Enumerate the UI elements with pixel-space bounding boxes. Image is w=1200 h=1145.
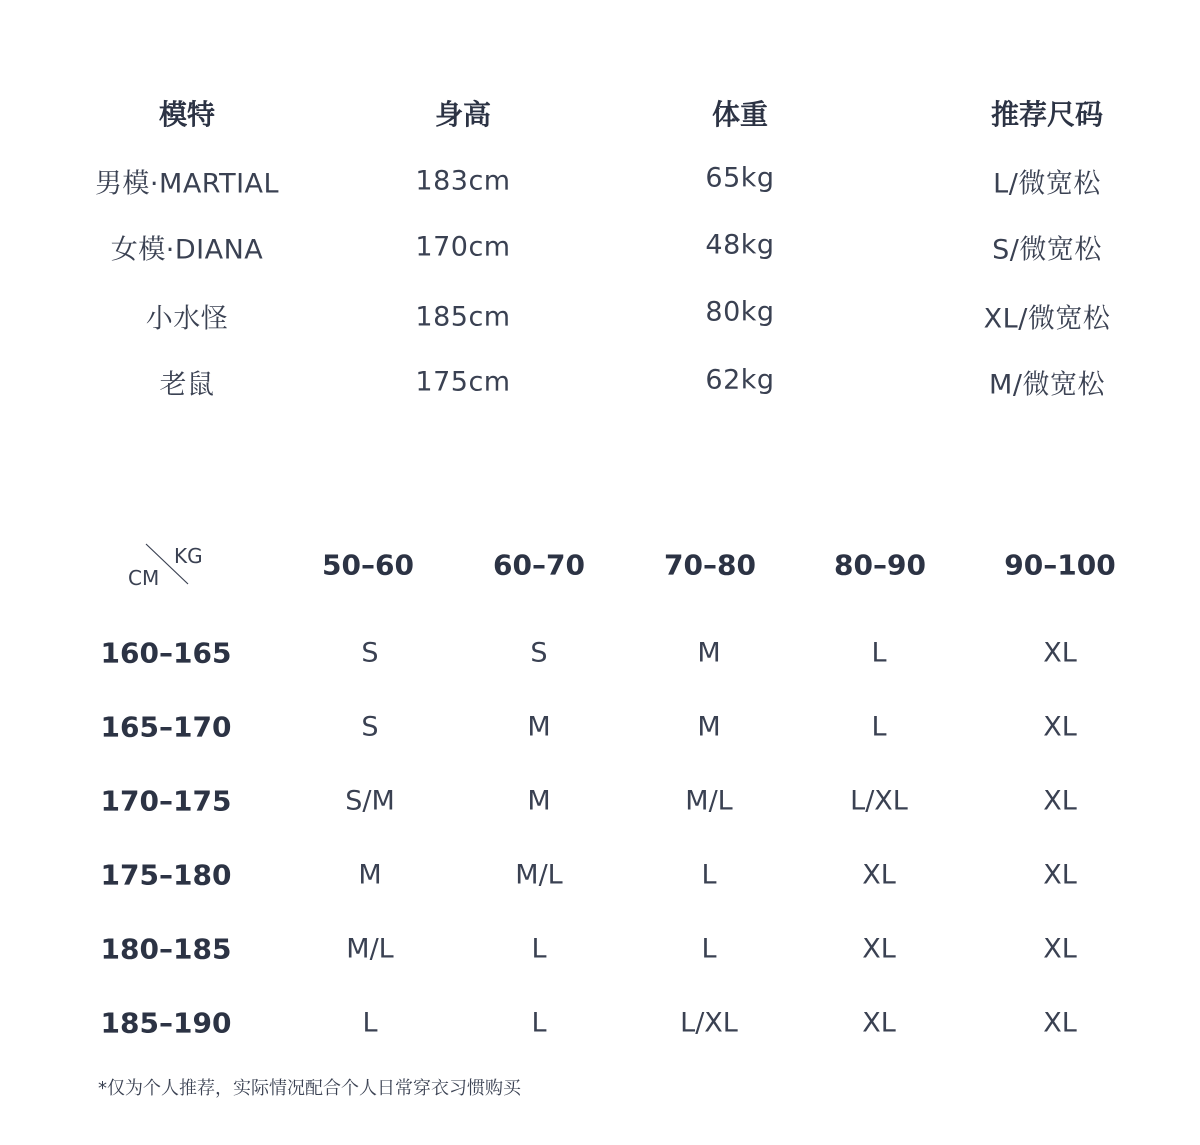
size-cell: S (530, 637, 548, 669)
header-recommended-size: 推荐尺码 (990, 98, 1104, 131)
corner-cell (124, 540, 214, 590)
weight-range-header: 70–80 (664, 548, 756, 582)
size-cell: S/M (345, 785, 395, 817)
size-cell: L/XL (680, 1007, 738, 1039)
size-cell: XL (862, 1007, 896, 1039)
model-height: 175cm (415, 366, 511, 398)
size-cell: M (358, 859, 382, 891)
model-name: 小水怪 (145, 303, 229, 335)
size-cell: M (527, 785, 551, 817)
model-name: 老鼠 (159, 369, 215, 401)
height-range-header: 175–180 (100, 858, 232, 892)
size-cell: XL (1043, 785, 1077, 817)
weight-unit-label: KG (174, 544, 203, 568)
model-weight: 80kg (705, 296, 775, 328)
model-size: XL/微宽松 (983, 303, 1111, 335)
size-cell: S (361, 711, 379, 743)
size-cell: XL (1043, 711, 1077, 743)
model-height: 170cm (415, 231, 511, 263)
size-cell: L (871, 711, 887, 743)
height-range-header: 170–175 (100, 784, 232, 818)
weight-range-header: 60–70 (493, 548, 585, 582)
size-cell: L (531, 933, 547, 965)
size-cell: M (697, 637, 721, 669)
height-range-header: 185–190 (100, 1006, 232, 1040)
model-size: M/微宽松 (989, 369, 1105, 401)
model-height: 185cm (415, 301, 511, 333)
weight-range-header: 50–60 (322, 548, 414, 582)
weight-range-header: 90–100 (1004, 548, 1116, 582)
header-height: 身高 (434, 98, 492, 131)
height-unit-label: CM (128, 566, 160, 590)
size-cell: L (701, 933, 717, 965)
model-size: S/微宽松 (992, 234, 1102, 266)
footnote: *仅为个人推荐，实际情况配合个人日常穿衣习惯购买 (98, 1078, 521, 1099)
height-range-header: 160–165 (100, 636, 232, 670)
size-cell: XL (1043, 637, 1077, 669)
size-cell: M (527, 711, 551, 743)
model-name: 女模·DIANA (110, 234, 264, 266)
model-size: L/微宽松 (993, 168, 1101, 200)
model-weight: 48kg (705, 229, 775, 261)
size-cell: M/L (685, 785, 733, 817)
model-name: 男模·MARTIAL (94, 168, 280, 200)
model-height: 183cm (415, 165, 511, 197)
size-cell: L (531, 1007, 547, 1039)
size-cell: L (362, 1007, 378, 1039)
weight-range-header: 80–90 (834, 548, 926, 582)
size-cell: L (701, 859, 717, 891)
size-cell: M (697, 711, 721, 743)
header-model: 模特 (158, 98, 216, 131)
height-range-header: 180–185 (100, 932, 232, 966)
size-cell: L/XL (850, 785, 908, 817)
size-cell: XL (1043, 1007, 1077, 1039)
size-cell: XL (862, 933, 896, 965)
size-cell: L (871, 637, 887, 669)
model-weight: 62kg (705, 364, 775, 396)
model-weight: 65kg (705, 162, 775, 194)
size-cell: M/L (515, 859, 563, 891)
size-cell: XL (862, 859, 896, 891)
size-cell: M/L (346, 933, 394, 965)
size-cell: XL (1043, 933, 1077, 965)
size-cell: XL (1043, 859, 1077, 891)
height-range-header: 165–170 (100, 710, 232, 744)
size-cell: S (361, 637, 379, 669)
header-weight: 体重 (711, 98, 769, 131)
